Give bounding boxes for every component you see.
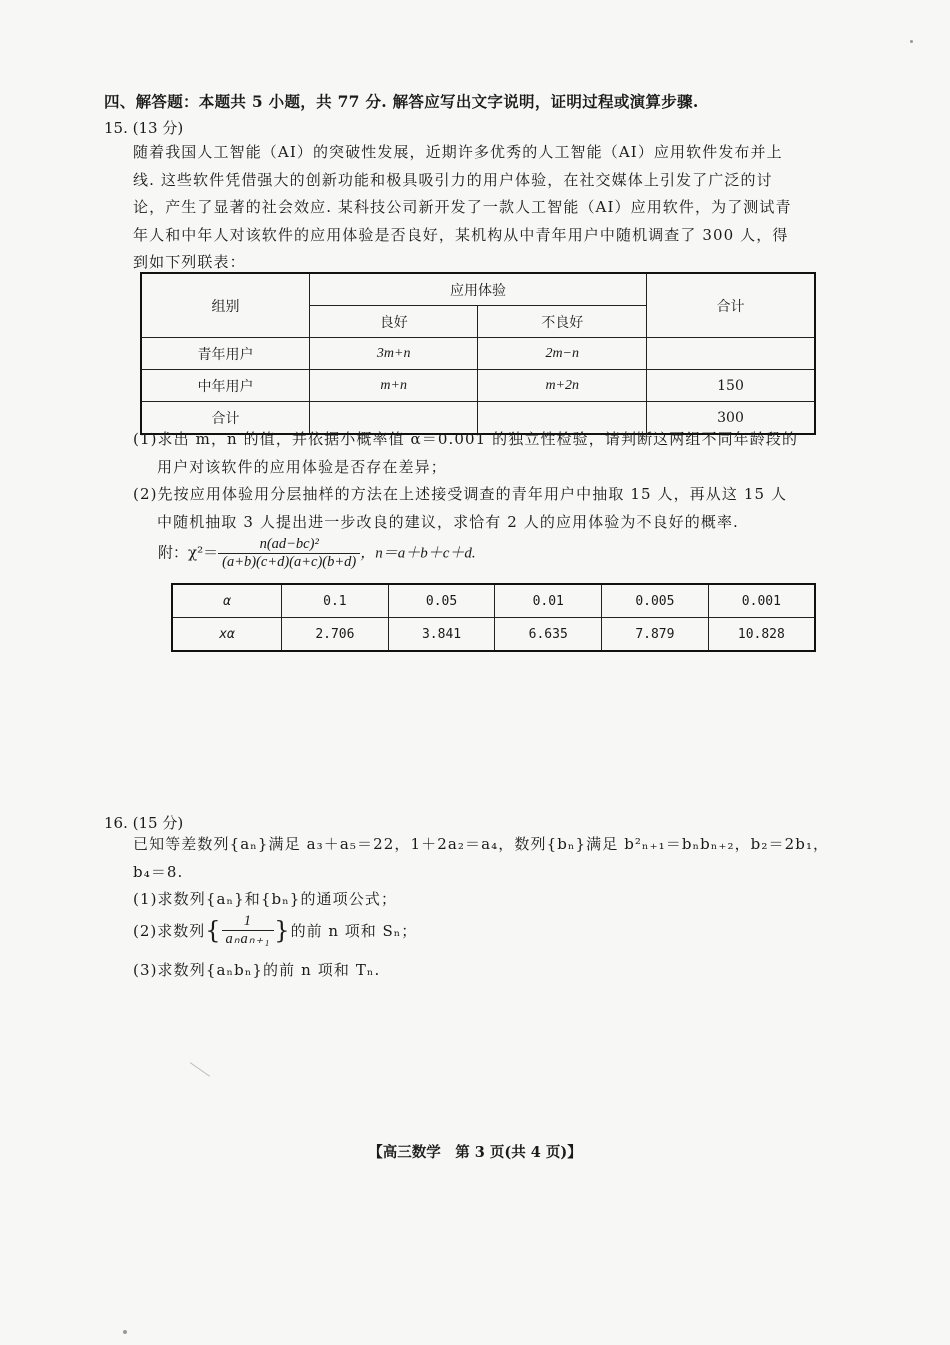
chi-square-formula <box>158 536 476 571</box>
table-row <box>141 338 815 370</box>
q15-intro <box>133 139 827 277</box>
q16-sub2-suffix: 的前 n 项和 Sₙ； <box>290 922 418 940</box>
row-label: 青年用户 <box>141 338 309 370</box>
formula-suffix: ，n＝a＋b＋c＋d. <box>360 545 476 562</box>
x-alpha-label: xα <box>172 618 282 652</box>
formula-prefix: 附：χ²＝ <box>158 543 219 562</box>
brace-left: { <box>205 916 222 945</box>
cell-total: 300 <box>646 402 815 435</box>
section-heading: 四、解答题：本题共 5 小题，共 77 分. 解答应写出文字说明，证明过程或演算步骤. <box>104 92 699 111</box>
table-row <box>141 370 815 402</box>
x-alpha-value: 2.706 <box>282 618 389 652</box>
col-bad-header: 不良好 <box>478 306 647 338</box>
q15-sub1 <box>133 426 827 481</box>
q15-intro-line: 到如下列联表： <box>133 253 246 271</box>
col-group-header: 组别 <box>141 273 309 338</box>
q15-sub2-line: (2)先按应用体验用分层抽样的方法在上述接受调查的青年用户中抽取 15 人，再从这 15 人 <box>133 485 788 503</box>
row-label: 中年用户 <box>141 370 309 402</box>
col-good-header: 良好 <box>309 306 478 338</box>
x-alpha-value: 7.879 <box>602 618 709 652</box>
q16-sub3: (3)求数列{aₙbₙ}的前 n 项和 Tₙ. <box>133 961 381 979</box>
col-total-header: 合计 <box>646 273 815 338</box>
col-experience-header: 应用体验 <box>309 273 646 306</box>
formula-numerator: n(ad−bc)² <box>218 536 360 554</box>
formula-denominator: (a+b)(c+d)(a+c)(b+d) <box>222 554 357 570</box>
contingency-table <box>140 272 816 435</box>
x-alpha-value: 10.828 <box>708 618 815 652</box>
x-alpha-value: 6.635 <box>495 618 602 652</box>
q15-sub2-line: 中随机抽取 3 人提出进一步改良的建议，求恰有 2 人的应用体验为不良好的概率. <box>157 512 739 531</box>
cell-total: 150 <box>646 370 815 402</box>
scan-speck <box>123 1330 127 1334</box>
q16-sub2-prefix: (2)求数列 <box>133 922 206 940</box>
q15-intro-line: 年人和中年人对该软件的应用体验是否良好，某机构从中青年用户中随机调查了 300 人，得 <box>133 225 789 244</box>
scan-speck <box>910 40 913 43</box>
table-row <box>172 584 815 618</box>
q16-sub2-fraction <box>222 913 275 948</box>
q15-header: 15. (13 分) <box>104 119 184 137</box>
frac-denominator: aₙaₙ₊₁ <box>225 931 271 947</box>
cell-bad: 2m−n <box>478 338 647 370</box>
formula-fraction <box>218 536 360 571</box>
cell-bad: m+2n <box>478 370 647 402</box>
alpha-value: 0.005 <box>602 584 709 618</box>
q16-header: 16. (15 分) <box>104 814 184 832</box>
q16-line2: b₄＝8. <box>133 862 184 881</box>
q16-sub2 <box>133 913 417 948</box>
alpha-value: 0.01 <box>495 584 602 618</box>
cell-good: m+n <box>309 370 478 402</box>
q15-sub2 <box>133 481 827 536</box>
frac-numerator: 1 <box>222 913 275 931</box>
q15-intro-line: 论，产生了显著的社会效应. 某科技公司新开发了一款人工智能（AI）应用软件，为了测试青 <box>133 198 792 216</box>
q16-body <box>133 831 833 914</box>
q15-intro-line: 线. 这些软件凭借强大的创新功能和极具吸引力的用户体验，在社交媒体上引发了广泛的讨 <box>133 170 773 189</box>
x-alpha-value: 3.841 <box>388 618 495 652</box>
cell-total <box>646 338 815 370</box>
alpha-value: 0.001 <box>708 584 815 618</box>
alpha-value: 0.05 <box>388 584 495 618</box>
q16-sub1: (1)求数列{aₙ}和{bₙ}的通项公式； <box>133 890 398 908</box>
scan-mark <box>190 1062 210 1077</box>
alpha-label: α <box>172 584 282 618</box>
page-footer: 【高三数学 第 3 页(共 4 页)】 <box>368 1144 582 1161</box>
q15-sub1-line: (1)求出 m，n 的值，并依据小概率值 α＝0.001 的独立性检验，请判断这两组不同年龄段的 <box>133 430 799 448</box>
table-row <box>172 618 815 652</box>
q15-sub1-line: 用户对该软件的应用体验是否存在差异； <box>157 457 447 476</box>
brace-right: } <box>274 916 291 945</box>
row-label: 合计 <box>141 402 309 435</box>
alpha-value: 0.1 <box>282 584 389 618</box>
cell-good: 3m+n <box>309 338 478 370</box>
q16-sub3-wrap <box>133 957 833 985</box>
q16-line1: 已知等差数列{aₙ}满足 a₃＋a₅＝22，1＋2a₂＝a₄，数列{bₙ}满足 b²ₙ₊₁＝bₙbₙ₊₂，b₂＝2b₁， <box>133 835 830 853</box>
q15-intro-line: 随着我国人工智能（AI）的突破性发展，近期许多优秀的人工智能（AI）应用软件发布并上 <box>133 143 783 161</box>
critical-value-table <box>171 583 816 652</box>
